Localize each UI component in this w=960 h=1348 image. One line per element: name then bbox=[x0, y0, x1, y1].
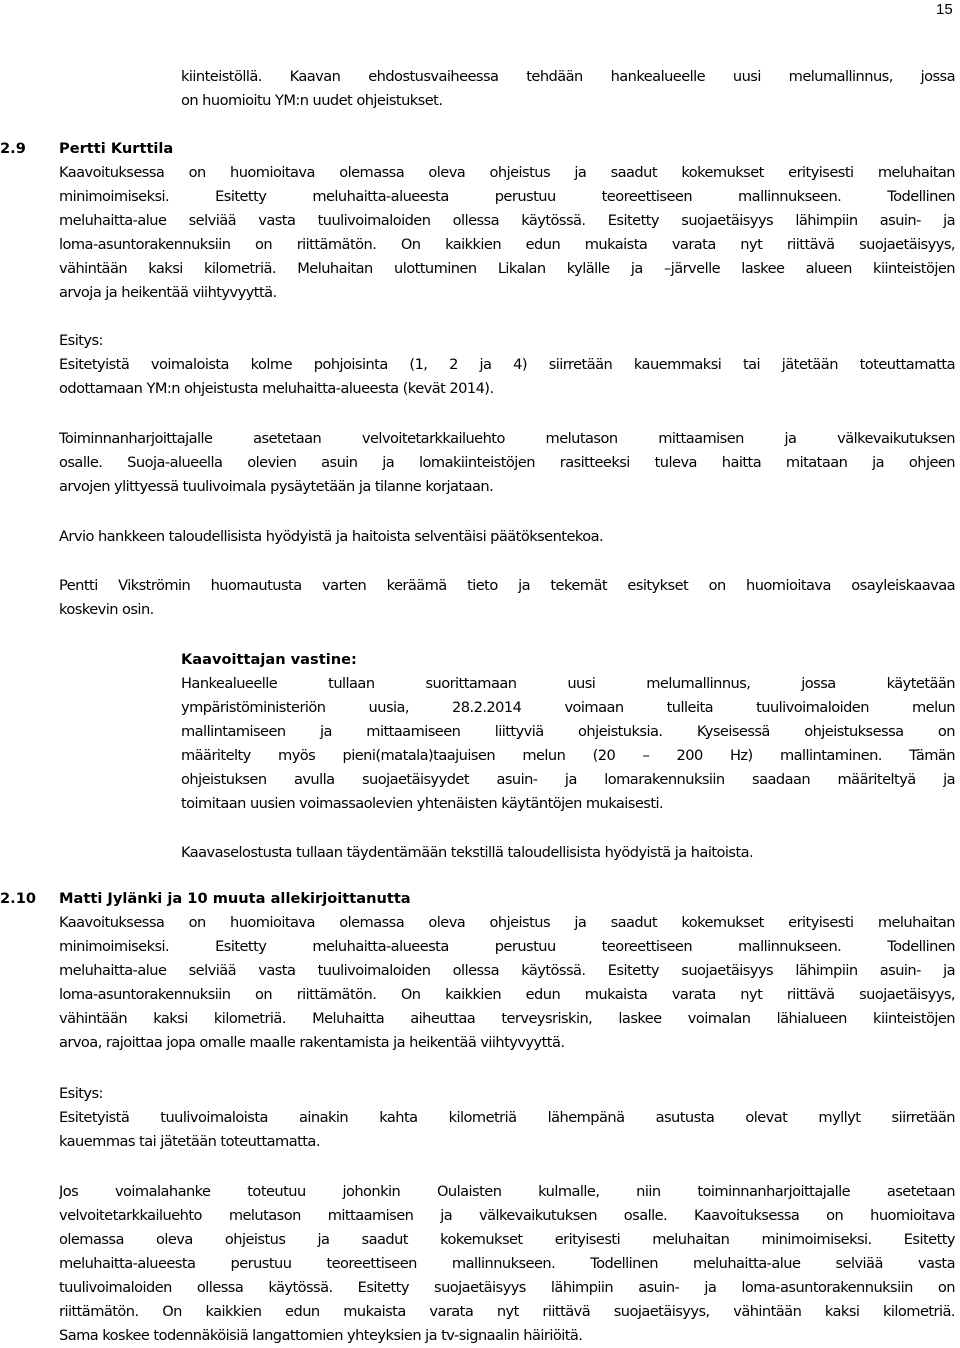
proposal-block bbox=[59, 329, 955, 401]
text-line: Kaavoituksessa on huomioitava olemassa oleva ohjeistus ja saadut kokemukset erityisesti meluhaitan bbox=[59, 914, 955, 931]
intro-paragraph bbox=[181, 65, 955, 113]
text-line: on huomioitu YM:n uudet ohjeistukset. bbox=[181, 92, 443, 109]
text-line: Sama koskee todennäköisiä langattomien yhteyksien ja tv-signaalin häiriöitä. bbox=[59, 1327, 583, 1344]
section-paragraph bbox=[59, 525, 955, 549]
text-line: odottamaan YM:n ohjeistusta meluhaitta-alueesta (kevät 2014). bbox=[59, 380, 494, 397]
proposal-block bbox=[59, 1082, 955, 1154]
planner-response-note bbox=[181, 841, 955, 865]
response-title: Kaavoittajan vastine: bbox=[181, 651, 357, 668]
section-heading: Pertti Kurttila bbox=[59, 140, 174, 157]
text-line: meluhaitta-alue selviää vasta tuulivoimaloiden ollessa käytössä. Esitetty suojaetäisyys lähimpiin asuin- ja bbox=[59, 962, 955, 979]
section-paragraph bbox=[59, 427, 955, 499]
text-line: arvojen ylittyessä tuulivoimala pysäytetään ja tilanne korjataan. bbox=[59, 478, 494, 495]
text-line: vähintään kaksi kilometriä. Meluhaitta aiheuttaa terveysriskin, laskee voimalan lähialueen kiinteistöjen bbox=[59, 1010, 955, 1027]
text-line: Esitetyistä voimaloista kolme pohjoisinta (1, 2 ja 4) siirretään kauemmaksi tai jätetään toteuttamatta bbox=[59, 356, 955, 373]
text-line: ympäristöministeriön uusia, 28.2.2014 voimaan tulleita tuulivoimaloiden melun bbox=[181, 699, 955, 716]
text-line: osalle. Suoja-alueella olevien asuin ja lomakiinteistöjen rasitteeksi tuleva haitta mitataan ja ohjeen bbox=[59, 454, 955, 471]
text-line: koskevin osin. bbox=[59, 601, 154, 618]
text-line: meluhaitta-alueesta perustuu teoreettiseen mallinnukseen. Todellinen meluhaitta-alue selviää vasta bbox=[59, 1255, 955, 1272]
text-line: loma-asuntorakennuksiin on riittämätön. On kaikkien edun mukaista varata nyt riittävä suojaetäisyys, bbox=[59, 236, 955, 253]
section-paragraph bbox=[59, 1180, 955, 1348]
text-line: meluhaitta-alue selviää vasta tuulivoimaloiden ollessa käytössä. Esitetty suojaetäisyys lähimpiin asuin- ja bbox=[59, 212, 955, 229]
section-number: 2.9 bbox=[0, 140, 26, 157]
text-line: olemassa oleva ohjeistus ja saadut kokemukset erityisesti meluhaitan minimoimiseksi. Esitetty bbox=[59, 1231, 955, 1248]
text-line: arvoa, rajoittaa jopa omalle maalle rakentamista ja heikentää viihtyvyyttä. bbox=[59, 1034, 565, 1051]
proposal-label: Esitys: bbox=[59, 332, 103, 349]
text-line: mallintamiseen ja mittaamiseen liittyviä ohjeistuksia. Kyseisessä ohjeistuksessa on bbox=[181, 723, 955, 740]
text-line: Toiminnanharjoittajalle asetetaan velvoitetarkkailuehto melutason mittaamisen ja välkevaikutuksen bbox=[59, 430, 955, 447]
text-line: kiinteistöllä. Kaavan ehdostusvaiheessa tehdään hankealueelle uusi melumallinnus, jossa bbox=[181, 68, 955, 85]
text-line: toimitaan uusien voimassaolevien yhtenäisten käytäntöjen mukaisesti. bbox=[181, 795, 664, 812]
text-line: Pentti Vikströmin huomautusta varten keräämä tieto ja tekemät esitykset on huomioitava osayleiskaavaa bbox=[59, 577, 955, 594]
page-number: 15 bbox=[936, 1, 953, 18]
section-paragraph bbox=[59, 574, 955, 622]
planner-response bbox=[181, 648, 955, 816]
text-line: vähintään kaksi kilometriä. Meluhaitan ulottuminen Likalan kylälle ja –järvelle laskee alueen kiinteistöjen bbox=[59, 260, 955, 277]
text-line: minimoimiseksi. Esitetty meluhaitta-alueesta perustuu teoreettiseen mallinnukseen. Todellinen bbox=[59, 938, 955, 955]
text-line: Jos voimalahanke toteutuu johonkin Oulaisten kulmalle, niin toiminnanharjoittajalle asetetaan bbox=[59, 1183, 955, 1200]
text-line: riittämätön. On kaikkien edun mukaista varata nyt riittävä suojaetäisyys, vähintään kaksi kilometriä. bbox=[59, 1303, 955, 1320]
text-line: Arvio hankkeen taloudellisista hyödyistä ja haitoista selventäisi päätöksentekoa. bbox=[59, 528, 604, 545]
text-line: määritelty myös pieni(matala)taajuisen melun (20 – 200 Hz) mallintaminen. Tämän bbox=[181, 747, 955, 764]
section-paragraph bbox=[59, 911, 955, 1055]
proposal-label: Esitys: bbox=[59, 1085, 103, 1102]
text-line: kauemmas tai jätetään toteuttamatta. bbox=[59, 1133, 320, 1150]
text-line: tuulivoimaloiden ollessa käytössä. Esitetty suojaetäisyys lähimpiin asuin- ja loma-asuntorakennuksiin on bbox=[59, 1279, 955, 1296]
text-line: arvoja ja heikentää viihtyvyyttä. bbox=[59, 284, 277, 301]
text-line: minimoimiseksi. Esitetty meluhaitta-alueesta perustuu teoreettiseen mallinnukseen. Todellinen bbox=[59, 188, 955, 205]
text-line: Esitetyistä tuulivoimaloista ainakin kahta kilometriä lähempänä asutusta olevat myllyt siirretään bbox=[59, 1109, 955, 1126]
text-line: Hankealueelle tullaan suorittamaan uusi melumallinnus, jossa käytetään bbox=[181, 675, 955, 692]
section-heading: Matti Jylänki ja 10 muuta allekirjoittanutta bbox=[59, 890, 411, 907]
text-line: Kaavaselostusta tullaan täydentämään tekstillä taloudellisista hyödyistä ja haitoista. bbox=[181, 844, 754, 861]
section-number: 2.10 bbox=[0, 890, 37, 907]
section-paragraph bbox=[59, 161, 955, 305]
text-line: loma-asuntorakennuksiin on riittämätön. On kaikkien edun mukaista varata nyt riittävä suojaetäisyys, bbox=[59, 986, 955, 1003]
text-line: velvoitetarkkailuehto melutason mittaamisen ja välkevaikutuksen osalle. Kaavoituksessa on huomioitava bbox=[59, 1207, 955, 1224]
text-line: ohjeistuksen avulla suojaetäisyydet asuin- ja lomarakennuksiin saadaan määriteltyä ja bbox=[181, 771, 955, 788]
text-line: Kaavoituksessa on huomioitava olemassa oleva ohjeistus ja saadut kokemukset erityisesti meluhaitan bbox=[59, 164, 955, 181]
